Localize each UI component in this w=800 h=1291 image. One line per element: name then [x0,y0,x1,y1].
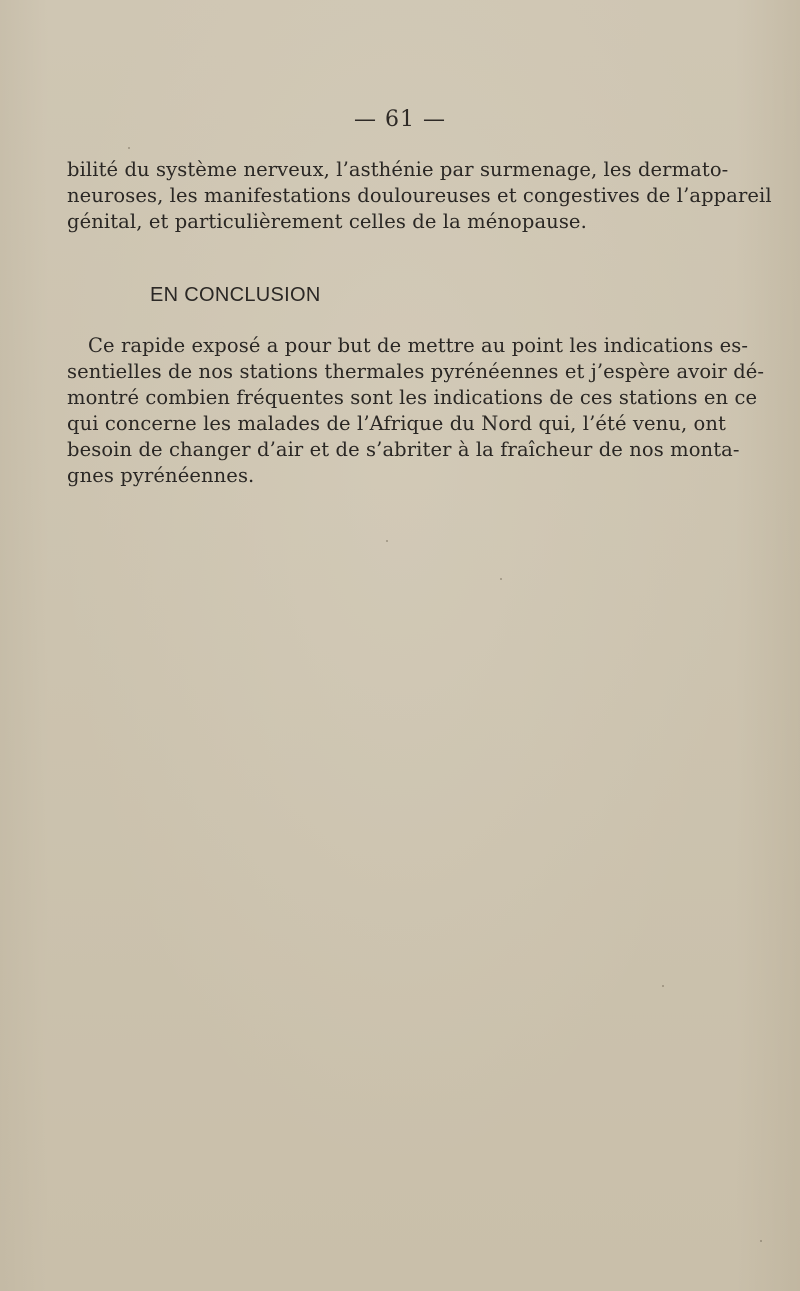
paper-speck [662,985,664,987]
body-paragraph-continued [67,157,772,235]
text-line: besoin de changer d’air et de s’abriter à la fraîcheur de nos monta- [67,438,740,461]
paper-speck [128,147,130,149]
text-line: bilité du système nerveux, l’asthénie par surmenage, les dermato- [67,158,729,181]
text-line: sentielles de nos stations thermales pyrénéennes et j’espère avoir dé- [67,360,765,383]
paper-speck [386,540,388,542]
text-line: génital, et particulièrement celles de la ménopause. [67,210,587,233]
section-heading: EN CONCLUSION [150,284,321,306]
text-line: gnes pyrénéennes. [67,464,255,487]
text-line: neuroses, les manifestations douloureuses et congestives de l’appareil [67,184,772,207]
text-line: Ce rapide exposé a pour but de mettre au point les indications es- [88,334,749,357]
paper-speck [500,578,502,580]
text-line: qui concerne les malades de l’Afrique du Nord qui, l’été venu, ont [67,412,726,435]
page-number: — 61 — [354,107,446,132]
text-line: montré combien fréquentes sont les indications de ces stations en ce [67,386,758,409]
paper-speck [760,1240,762,1242]
conclusion-paragraph [67,333,765,489]
